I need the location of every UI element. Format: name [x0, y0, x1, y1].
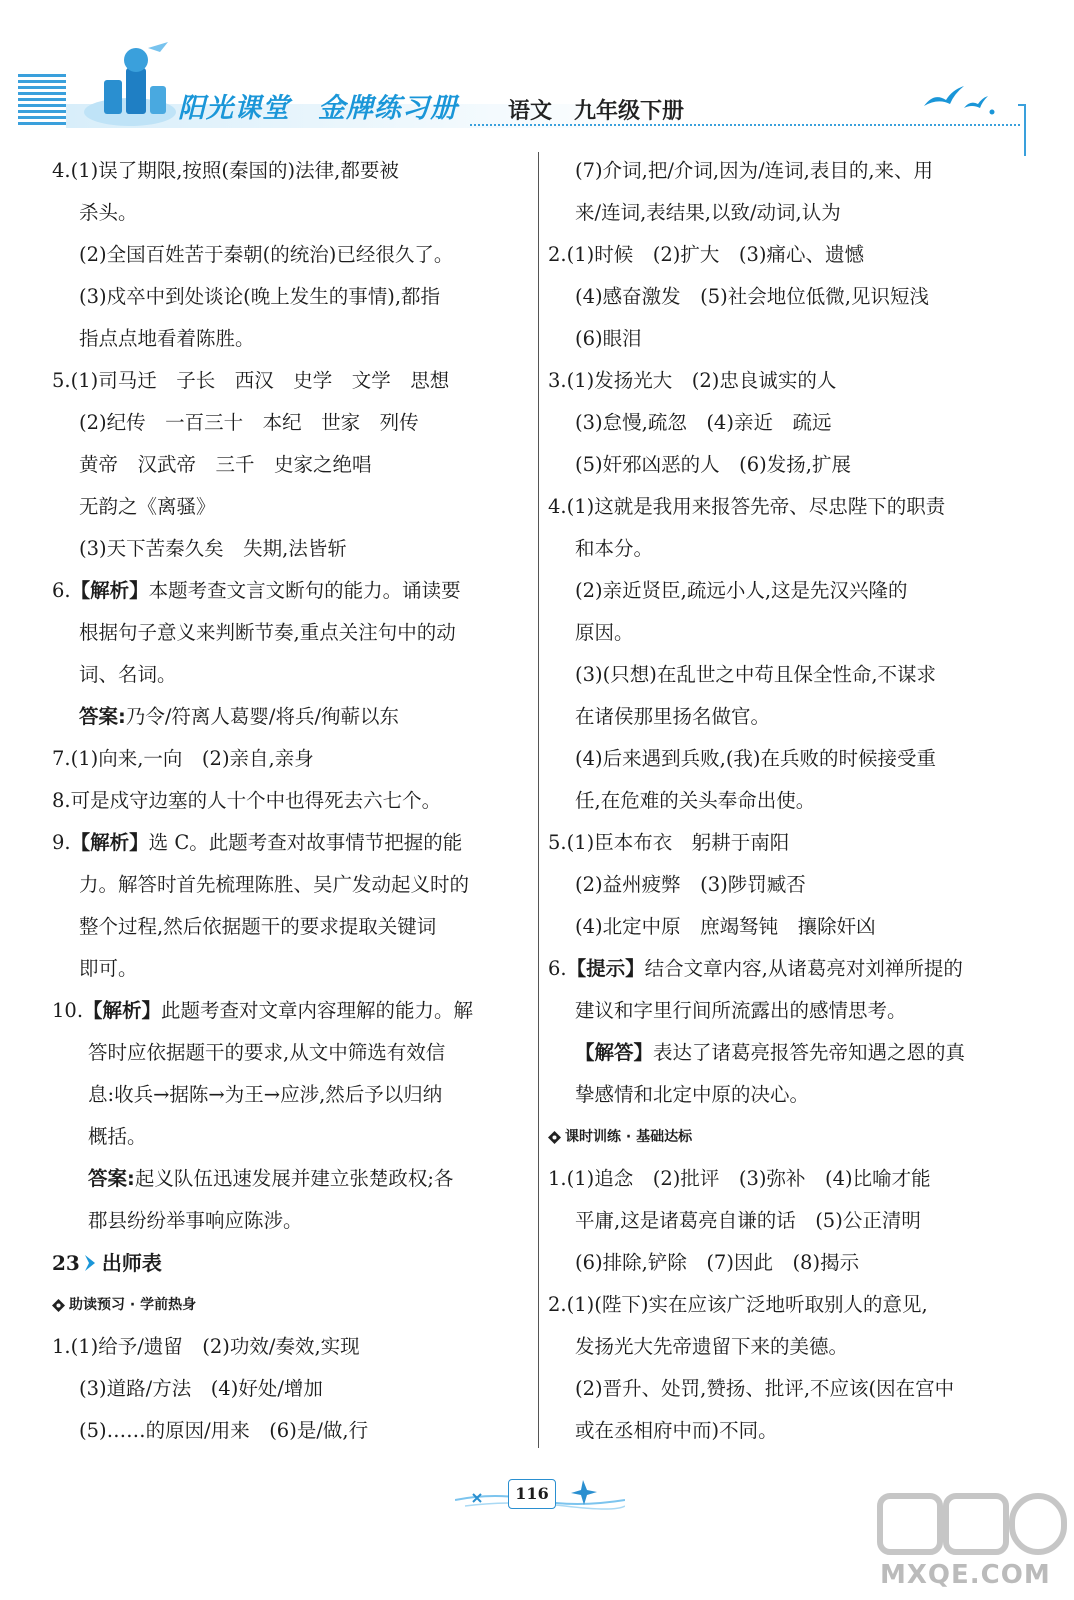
- text-line: 整个过程,然后依据题干的要求提取关键词: [79, 915, 437, 938]
- text-line: 6.【解析】本题考查文言文断句的能力。诵读要: [52, 579, 461, 602]
- text-line: (2)纪传 一百三十 本纪 世家 列传: [79, 411, 419, 434]
- text-line: (4)后来遇到兵败,(我)在兵败的时候接受重: [575, 747, 937, 770]
- text-line: 来/连词,表结果,以致/动词,认为: [575, 201, 841, 224]
- section-heading-preview: [52, 1284, 530, 1326]
- section-title: 课时训练 · 基础达标: [565, 1129, 693, 1145]
- text-line: 概括。: [88, 1125, 147, 1148]
- text-line: 力。解答时首先梳理陈胜、吴广发动起义时的: [79, 873, 470, 896]
- text-line: 根据句子意义来判断节奏,重点关注句中的动: [79, 621, 456, 644]
- text-line: (4)北定中原 庶竭驽钝 攘除奸凶: [575, 915, 876, 938]
- text-line: 1.(1)追念 (2)批评 (3)弥补 (4)比喻才能: [548, 1167, 931, 1190]
- text-line: 黄帝 汉武帝 三千 史家之绝唱: [79, 453, 372, 476]
- diamond-icon: [52, 1299, 65, 1312]
- header-dotted-line: [470, 124, 1020, 126]
- left-column: [52, 150, 530, 1452]
- text-line: 2.(1)(陛下)实在应该广泛地听取别人的意见,: [548, 1293, 928, 1316]
- answer-tag: 【解析】: [83, 999, 162, 1022]
- text-line: 无韵之《离骚》: [79, 495, 216, 518]
- header-corner: [1018, 104, 1026, 156]
- chevron-right-icon: [82, 1253, 100, 1273]
- birds-icon: [920, 82, 1000, 118]
- text-line: (5)……的原因/用来 (6)是/做,行: [79, 1419, 369, 1442]
- diamond-icon: [548, 1131, 561, 1144]
- text-line: 7.(1)向来,一向 (2)亲自,亲身: [52, 747, 314, 770]
- text-line: 2.(1)时候 (2)扩大 (3)痛心、遗憾: [548, 243, 864, 266]
- text-line: 挚感情和北定中原的决心。: [575, 1083, 810, 1106]
- text-line: 息:收兵→据陈→为王→应涉,然后予以归纳: [88, 1083, 443, 1106]
- text-line: 杀头。: [79, 201, 138, 224]
- text-line: 3.(1)发扬光大 (2)忠良诚实的人: [548, 369, 837, 392]
- watermark-text: MXQE.COM: [880, 1560, 1051, 1590]
- answer-tag: 答案:: [79, 705, 126, 728]
- chapter-number: 23: [52, 1251, 80, 1275]
- right-column: [548, 150, 1026, 1452]
- text-line: (6)眼泪: [575, 327, 642, 350]
- text-line: (2)晋升、处罚,赞扬、批评,不应该(因在宫中: [575, 1377, 955, 1400]
- text-line: 4.(1)这就是我用来报答先帝、尽忠陛下的职责: [548, 495, 946, 518]
- brand-logo-icon: [82, 40, 182, 128]
- text-line: (4)感奋激发 (5)社会地位低微,见识短浅: [575, 285, 929, 308]
- text-line: (3)怠慢,疏忽 (4)亲近 疏远: [575, 411, 832, 434]
- text-line: 答时应依据题干的要求,从文中筛选有效信: [88, 1041, 446, 1064]
- answer-tag: 【解答】: [575, 1041, 654, 1064]
- column-divider: [538, 152, 539, 1448]
- text-line: (6)排除,铲除 (7)因此 (8)揭示: [575, 1251, 860, 1274]
- text-line: (2)全国百姓苦于秦朝(的统治)已经很久了。: [79, 243, 454, 266]
- text-line: (5)奸邪凶恶的人 (6)发扬,扩展: [575, 453, 851, 476]
- page-header: [0, 0, 1074, 150]
- page-number: 116: [508, 1479, 556, 1509]
- text-line: 1.(1)给予/遗留 (2)功效/奏效,实现: [52, 1335, 360, 1358]
- text-line: 建议和字里行间所流露出的感情思考。: [575, 999, 907, 1022]
- text-line: 【解答】表达了诸葛亮报答先帝知遇之恩的真: [575, 1041, 966, 1064]
- section-title: 助读预习 · 学前热身: [69, 1297, 197, 1313]
- text-line: (3)道路/方法 (4)好处/增加: [79, 1377, 323, 1400]
- text-line: 6.【提示】结合文章内容,从诸葛亮对刘禅所提的: [548, 957, 963, 980]
- answer-tag: 【解析】: [70, 831, 149, 854]
- text-line: 发扬光大先帝遗留下来的美德。: [575, 1335, 849, 1358]
- header-stripes: [18, 74, 66, 128]
- text-line: 4.(1)误了期限,按照(秦国的)法律,都要被: [52, 159, 399, 182]
- text-line: 原因。: [575, 621, 634, 644]
- text-line: (3)戍卒中到处谈论(晚上发生的事情),都指: [79, 285, 441, 308]
- answer-tag: 【解析】: [70, 579, 149, 602]
- text-line: 平庸,这是诸葛亮自谦的话 (5)公正清明: [575, 1209, 921, 1232]
- answer-tag: 答案:: [88, 1167, 135, 1190]
- text-line: 5.(1)臣本布衣 躬耕于南阳: [548, 831, 790, 854]
- text-line: 郡县纷纷举事响应陈涉。: [88, 1209, 303, 1232]
- text-line: 或在丞相府中而)不同。: [575, 1419, 778, 1442]
- text-line: 答案:乃令/符离人葛婴/将兵/徇蕲以东: [79, 705, 400, 728]
- text-line: 在诸侯那里扬名做官。: [575, 705, 771, 728]
- subject-title: 语文 九年级下册: [508, 98, 685, 124]
- answer-tag: 【提示】: [566, 957, 645, 980]
- text-line: (7)介词,把/介词,因为/连词,表目的,来、用: [575, 159, 934, 182]
- chapter-heading: [52, 1242, 530, 1284]
- text-line: 词、名词。: [79, 663, 177, 686]
- text-line: (3)(只想)在乱世之中苟且保全性命,不谋求: [575, 663, 937, 686]
- text-line: 9.【解析】选 C。此题考查对故事情节把握的能: [52, 831, 463, 854]
- section-heading-practice: [548, 1116, 1026, 1158]
- text-line: 指点点地看着陈胜。: [79, 327, 255, 350]
- text-line: (3)天下苦秦久矣 失期,法皆斩: [79, 537, 347, 560]
- text-line: 10.【解析】此题考查对文章内容理解的能力。解: [52, 999, 474, 1022]
- text-line: 答案:起义队伍迅速发展并建立张楚政权;各: [88, 1167, 454, 1190]
- text-line: 5.(1)司马迁 子长 西汉 史学 文学 思想: [52, 369, 450, 392]
- chapter-title: 出师表: [101, 1251, 162, 1275]
- brand-title: 阳光课堂 金牌练习册: [178, 93, 458, 124]
- text-line: 任,在危难的关头奉命出使。: [575, 789, 816, 812]
- text-line: 8.可是戍守边塞的人十个中也得死去六七个。: [52, 789, 442, 812]
- text-line: 和本分。: [575, 537, 654, 560]
- text-line: 即可。: [79, 957, 138, 980]
- text-line: (2)益州疲弊 (3)陟罚臧否: [575, 873, 806, 896]
- text-line: (2)亲近贤臣,疏远小人,这是先汉兴隆的: [575, 579, 908, 602]
